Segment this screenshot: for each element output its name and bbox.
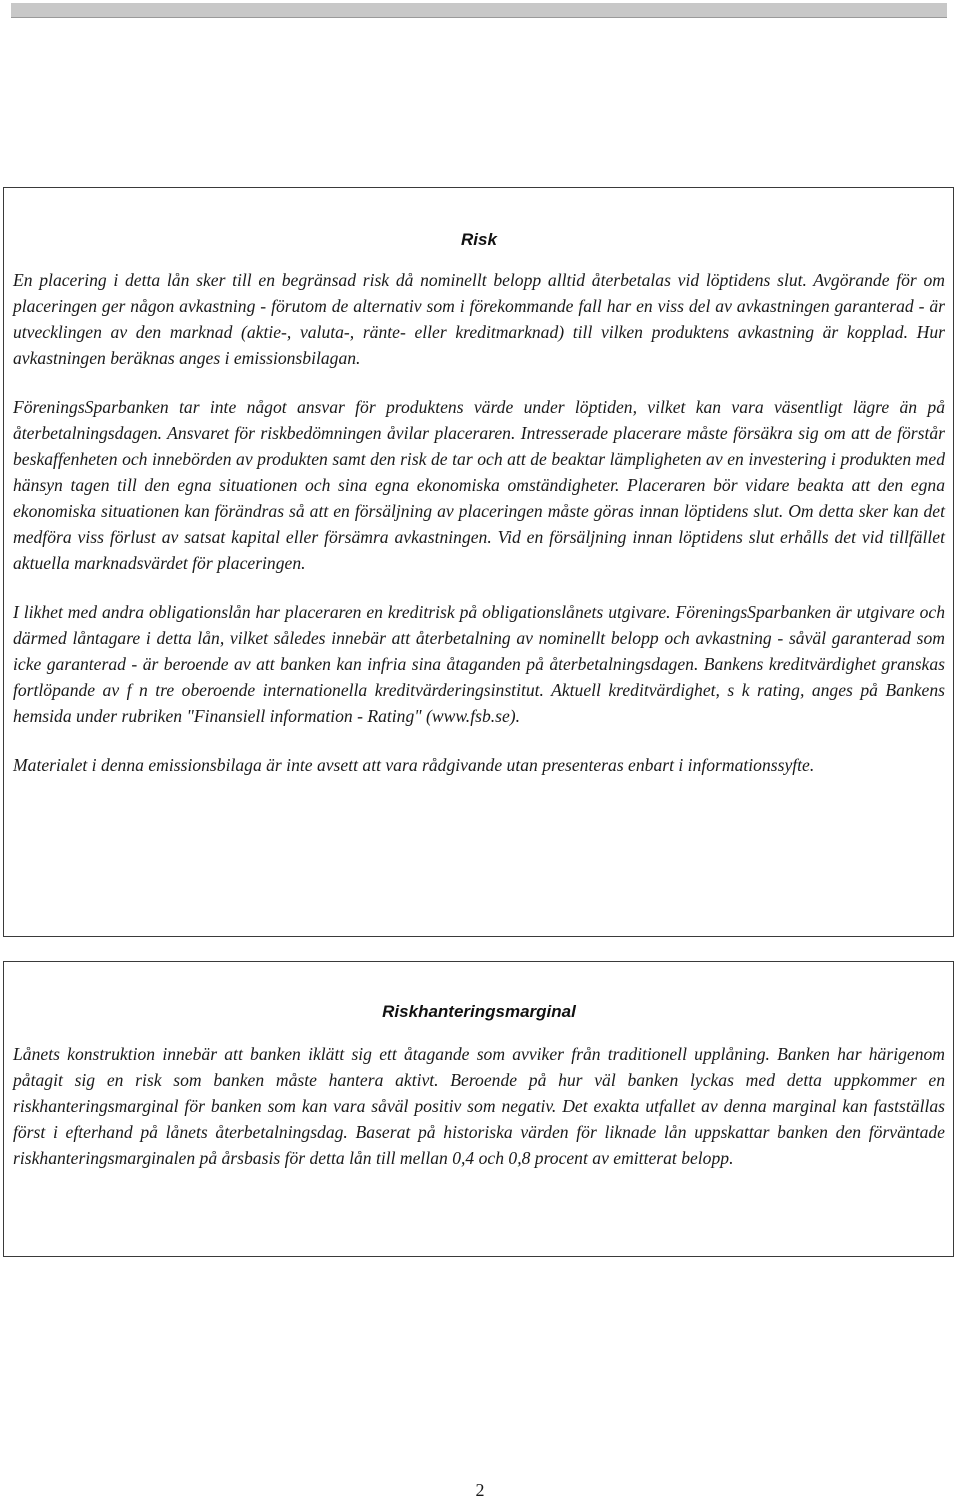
header-bar [11, 3, 947, 18]
risk-section [3, 187, 954, 937]
risk-paragraph-4: Materialet i denna emissionsbilaga är inte avsett att vara rådgivande utan presenteras enbart i informationssyfte. [13, 755, 815, 775]
risk-title: Risk [461, 230, 497, 249]
riskhanteringsmarginal-paragraph: Lånets konstruktion innebär att banken iklätt sig ett åtagande som avviker från traditionell upplåning. Banken har härigenom påtagit sig en risk som banken måste hantera aktivt. Beroende på hur väl banken lyckas med detta uppkommer en riskhanteringsmarginal för banken som kan vara såväl positiv som negativ. Det exakta utfallet av denna marginal kan fastställas först i efterhand på lånets återbetalningsdag. Baserat på historiska värden för liknade lån uppskattar banken den förväntade riskhanteringsmarginalen på årsbasis för detta lån till mellan 0,4 och 0,8 procent av emitterat belopp. [13, 1044, 945, 1168]
riskhanteringsmarginal-section [3, 961, 954, 1257]
risk-paragraph-3: I likhet med andra obligationslån har placeraren en kreditrisk på obligationslånets utgivare. FöreningsSparbanken är utgivare och därmed låntagare i detta lån, vilket således innebär att återbetalning av nominellt belopp och avkastning - såväl garanterad som icke garanterad - är beroende av att banken kan infria sina åtaganden på återbetalningsdagen. Bankens kreditvärdighet granskas fortlöpande av f n tre oberoende internationella kreditvärderingsinstitut. Aktuell kreditvärdighet, s k rating, anges på Bankens hemsida under rubriken "Finansiell information - Rating" (www.fsb.se). [13, 602, 945, 726]
page-number: 2 [475, 1480, 485, 1500]
riskhanteringsmarginal-title: Riskhanteringsmarginal [382, 1002, 576, 1021]
risk-paragraph-2: FöreningsSparbanken tar inte något ansvar för produktens värde under löptiden, vilket kan vara väsentligt lägre än på återbetalningsdagen. Ansvaret för riskbedömningen åvilar placeraren. Intresserade placerare måste försäkra sig om att de förstår beskaffenheten och innebörden av produkten samt den risk de tar och att de beaktar lämpligheten av en investering i produkten med hänsyn tagen till den egna situationen och sina egna ekonomiska omständigheter. Placeraren bör vidare beakta att den egna ekonomiska situationen kan förändras så att en försäljning av placeringen måste göras innan löptidens slut. Om detta sker kan det medföra viss förlust av satsat kapital eller försämra avkastningen. Vid en försäljning innan löptidens slut erhålls det vid tillfället aktuella marknadsvärdet för placeringen. [13, 397, 945, 573]
risk-paragraph-1: En placering i detta lån sker till en begränsad risk då nominellt belopp alltid återbetalas vid löptidens slut. Avgörande för om placeringen ger någon avkastning - förutom de alternativ som i förekommande fall har en viss del av avkastningen garanterad - är utvecklingen av den marknad (aktie-, valuta-, ränte- eller kreditmarknad) till vilken produktens avkastning är kopplad. Hur avkastningen beräknas anges i emissionsbilagan. [13, 270, 945, 368]
